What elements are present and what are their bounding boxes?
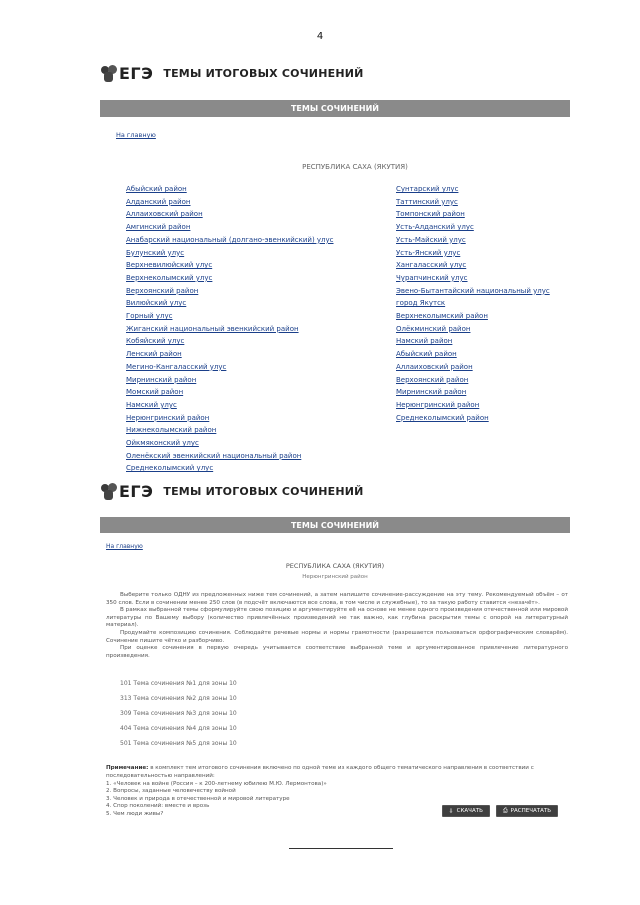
district-link[interactable]: Мирнинский район [126, 375, 197, 384]
district-link[interactable]: Аллаиховский район [126, 210, 203, 219]
district-column-left [126, 183, 396, 475]
district-link[interactable]: город Якутск [396, 299, 446, 308]
district-link[interactable]: Мегино-Кангаласский улус [126, 362, 227, 371]
logo-text: ЕГЭ [119, 481, 154, 501]
district-link[interactable]: Аллаиховский район [396, 362, 473, 371]
district-link[interactable]: Нижнеколымский район [126, 426, 217, 435]
home-link[interactable]: На главную [106, 543, 143, 550]
district-link[interactable]: Горный улус [126, 312, 173, 321]
home-link[interactable]: На главную [116, 131, 156, 139]
section-bar [100, 100, 570, 117]
printer-icon: ⎙ [502, 807, 508, 814]
district-link[interactable]: Чурапчинский улус [396, 273, 468, 282]
district-link[interactable]: Сунтарский улус [396, 185, 459, 193]
topics-section [100, 476, 570, 819]
district-link[interactable]: Намский район [396, 337, 453, 346]
district-link[interactable]: Усть-Янский улус [396, 248, 461, 257]
region-title: РЕСПУБЛИКА САХА (ЯКУТИЯ) [302, 163, 408, 171]
district-list-section [100, 58, 570, 475]
district-link[interactable]: Хангаласский улус [396, 261, 467, 270]
ege-logo[interactable] [100, 482, 153, 501]
district-link[interactable]: Мирнинский район [396, 388, 467, 397]
district-link[interactable]: Верхоянский район [396, 375, 469, 384]
district-link[interactable]: Верхнеколымский улус [126, 273, 213, 282]
owl-logo-icon [100, 64, 118, 82]
topic-list [120, 676, 570, 751]
site-title: ТЕМЫ ИТОГОВЫХ СОЧИНЕНИЙ [163, 484, 364, 498]
district-link[interactable]: Кобяйский улус [126, 337, 185, 346]
district-link[interactable]: Момский район [126, 388, 184, 397]
download-button[interactable] [442, 805, 490, 817]
topic-link[interactable]: 501 Тема сочинения №5 для зоны 10 [120, 740, 237, 748]
district-link[interactable]: Алданский район [126, 197, 191, 206]
instruction-paragraph: При оценке сочинения в первую очередь учитывается соответствие выбранной теме и аргументированное привлечение литературного произведения. [106, 645, 568, 659]
district-link[interactable]: Жиганский национальный эвенкийский район [126, 324, 299, 333]
instruction-paragraph: Выберите только ОДНУ из предложенных ниже тем сочинений, а затем напишите сочинение-рассуждение на эту тему. Рекомендуемый объём – от 350 слов. Если в сочинении менее 250 слов (в подсчёт включаются все слова, в том числе и служебные), то за такую работу ставится «незачёт». [106, 592, 568, 606]
download-icon: ⇩ [448, 807, 454, 815]
footer-divider [289, 848, 393, 849]
topic-link[interactable]: 313 Тема сочинения №2 для зоны 10 [120, 695, 237, 703]
district-link[interactable]: Усть-Майский улус [396, 235, 466, 244]
district-link[interactable]: Абыйский район [396, 350, 457, 359]
district-link[interactable]: Вилюйский улус [126, 299, 187, 308]
download-label: СКАЧАТЬ [456, 808, 483, 814]
district-link[interactable]: Эвено-Бытантайский национальный улус [396, 286, 550, 295]
instruction-paragraph: Продумайте композицию сочинения. Соблюдайте речевые нормы и нормы грамотности (разрешается пользоваться орфографическим словарём). Сочинение пишите чётко и разборчиво. [106, 629, 568, 644]
district-link[interactable]: Абыйский район [126, 185, 187, 193]
owl-logo-icon [100, 482, 118, 500]
section-bar-label: ТЕМЫ СОЧИНЕНИЙ [290, 520, 380, 530]
district-link[interactable]: Среднеколымский улус [126, 464, 214, 473]
section-bar [100, 517, 570, 533]
logo-text: ЕГЭ [119, 63, 154, 83]
note-item: 4. Спор поколений: вместе и врозь [106, 803, 210, 810]
district-link[interactable]: Среднеколымский район [396, 413, 489, 422]
district-link[interactable]: Ойкмяконский улус [126, 439, 199, 448]
district-link[interactable]: Усть-Алданский улус [396, 223, 474, 232]
note-item: 3. Человек и природа в отечественной и мировой литературе [106, 795, 290, 802]
page-number: 4 [316, 31, 324, 42]
note-item: 2. Вопросы, заданные человечеству войной [106, 788, 236, 795]
site-header [100, 58, 570, 88]
district-link[interactable]: Ленский район [126, 350, 182, 359]
district-link[interactable]: Амгинский район [126, 223, 191, 232]
note-text: в комплект тем итогового сочинения включено по одной теме из каждого общего тематического направления в соответствии с последовательностью направлений: [106, 765, 534, 779]
district-link[interactable]: Оленёкский эвенкийский национальный район [126, 451, 302, 460]
topic-link[interactable]: 101 Тема сочинения №1 для зоны 10 [120, 680, 237, 688]
print-button[interactable] [496, 805, 558, 817]
site-header [100, 476, 570, 506]
note-item: 5. Чем люди живы? [106, 810, 164, 817]
district-link[interactable]: Нерюнгринский район [396, 400, 480, 409]
district-link[interactable]: Верхневилюйский улус [126, 261, 213, 270]
instruction-paragraph: В рамках выбранной темы сформулируйте свою позицию и аргументируйте её на основе не менее одного произведения отечественной или мировой литературы по Вашему выбору (количество привлечённых произведений не так важно, как глубина раскрытия темы с опорой на литературный материал). [106, 607, 568, 629]
district-subtitle: Нерюнгринский район [302, 574, 368, 580]
action-buttons [442, 805, 558, 817]
topic-link[interactable]: 404 Тема сочинения №4 для зоны 10 [120, 725, 237, 733]
district-list [126, 183, 570, 475]
district-link[interactable]: Верхоянский район [126, 286, 199, 295]
district-link[interactable]: Намский улус [126, 400, 177, 409]
district-link[interactable]: Булунский улус [126, 248, 185, 257]
region-title: РЕСПУБЛИКА САХА (ЯКУТИЯ) [285, 562, 385, 570]
district-link[interactable]: Олёкминский район [396, 324, 471, 333]
ege-logo[interactable] [100, 64, 153, 83]
section-bar-label: ТЕМЫ СОЧИНЕНИЙ [290, 104, 380, 113]
note-label: Примечание: [106, 765, 149, 772]
district-link[interactable]: Нерюнгринский район [126, 413, 210, 422]
note-item: 1. «Человек на войне (Россия – к 200-летнему юбилею М.Ю. Лермонтова)» [106, 780, 327, 787]
topic-link[interactable]: 309 Тема сочинения №3 для зоны 10 [120, 710, 237, 718]
district-link[interactable]: Анабарский национальный (долгано-эвенкийский) улус [126, 235, 334, 244]
district-link[interactable]: Таттинский улус [396, 197, 458, 206]
instructions [100, 592, 570, 660]
site-title: ТЕМЫ ИТОГОВЫХ СОЧИНЕНИЙ [163, 66, 364, 80]
district-column-right [396, 183, 566, 475]
district-link[interactable]: Верхнеколымский район [396, 312, 488, 321]
district-link[interactable]: Томпонский район [396, 210, 465, 219]
print-label: РАСПЕЧАТАТЬ [510, 808, 551, 814]
